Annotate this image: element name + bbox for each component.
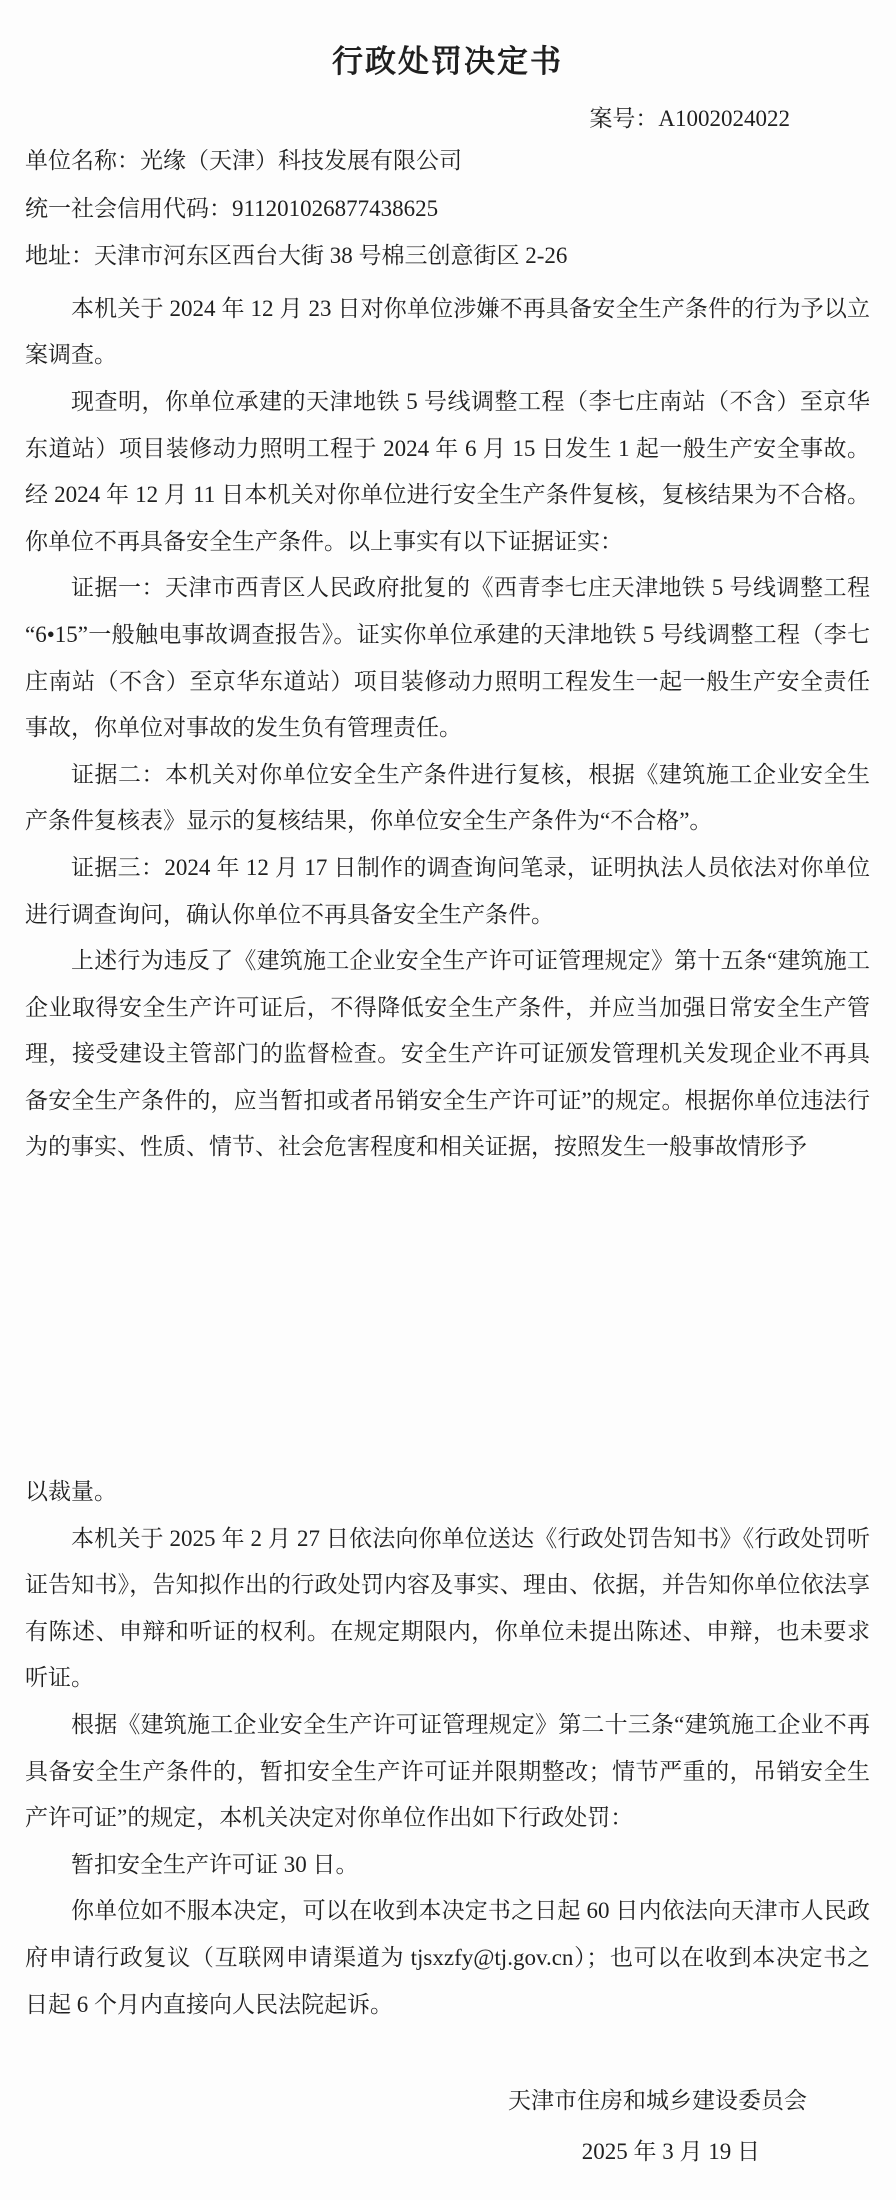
address-value: 天津市河东区西台大街 38 号棉三创意街区 2-26 (94, 243, 568, 269)
paragraph-legal-basis: 根据《建筑施工企业安全生产许可证管理规定》第二十三条“建筑施工企业不再具备安全生产条件的，暂扣安全生产许可证并限期整改；情节严重的，吊销安全生产许可证”的规定，本机关决定对你单位作出如下行政处罚： (25, 1712, 870, 1831)
company-name-line (25, 137, 870, 185)
paragraph-violation: 上述行为违反了《建筑施工企业安全生产许可证管理规定》第十五条“建筑施工企业取得安全生产许可证后，不得降低安全生产条件，并应当加强日常安全生产管理，接受建设主管部门的监督检查。安全生产许可证颁发管理机关发现企业不再具备安全生产条件的，应当暂扣或者吊销安全生产许可证”的规定。根据你单位违法行为的事实、性质、情节、社会危害程度和相关证据，按照发生一般事故情形予 (25, 948, 870, 1160)
signature-block (25, 2077, 870, 2175)
company-name-value: 光缘（天津）科技发展有限公司 (140, 148, 462, 173)
address-label: 地址： (25, 243, 94, 269)
credit-code-line (25, 185, 870, 233)
paragraph-appeal-rights: 你单位如不服本决定，可以在收到本决定书之日起 60 日内依法向天津市人民政府申请行政复议（互联网申请渠道为 tjsxzfy@tj.gov.cn）；也可以在收到本决定书之日起 6 个月内直接向人民法院起诉。 (25, 1898, 870, 2017)
credit-code-value: 911201026877438625 (232, 195, 439, 221)
paragraph-evidence-3: 证据三：2024 年 12 月 17 日制作的调查询问笔录，证明执法人员依法对你单位进行调查询问，确认你单位不再具备安全生产条件。 (25, 854, 870, 927)
paragraph-notification: 本机关于 2025 年 2 月 27 日依法向你单位送达《行政处罚告知书》《行政处罚听证告知书》，告知拟作出的行政处罚内容及事实、理由、依据，并告知你单位依法享有陈述、申辩和听证的权利。在规定期限内，你单位未提出陈述、申辩，也未要求听证。 (25, 1525, 870, 1691)
issuing-authority: 天津市住房和城乡建设委员会 (508, 2088, 807, 2114)
case-number-line (25, 105, 870, 133)
document-title: 行政处罚决定书 (332, 44, 563, 79)
paragraph-findings: 现查明，你单位承建的天津地铁 5 号线调整工程（李七庄南站（不含）至京华东道站）项目装修动力照明工程于 2024 年 6 月 15 日发生 1 起一般生产安全事故。经 2024 年 12 月 11 日本机关对你单位进行安全生产条件复核，复核结果为不合格。你单位不再具备安全生产条件。以上事实有以下证据证实： (25, 388, 870, 554)
document-body (25, 286, 870, 2028)
paragraph-evidence-2: 证据二：本机关对你单位安全生产条件进行复核，根据《建筑施工企业安全生产条件复核表》显示的复核结果，你单位安全生产条件为“不合格”。 (25, 761, 870, 834)
case-number-label: 案号： (589, 106, 659, 131)
case-number-value: A1002024022 (658, 106, 790, 131)
paragraph-case-filing: 本机关于 2024 年 12 月 23 日对你单位涉嫌不再具备安全生产条件的行为予以立案调查。 (25, 295, 870, 368)
paragraph-penalty-decision: 暂扣安全生产许可证 30 日。 (71, 1851, 359, 1877)
credit-code-label: 统一社会信用代码： (25, 195, 232, 221)
address-line (25, 232, 870, 280)
page-break-gap (25, 1171, 870, 1469)
company-info-block (25, 137, 870, 280)
paragraph-violation-continued: 以裁量。 (25, 1479, 117, 1505)
decision-date: 2025 年 3 月 19 日 (581, 2138, 760, 2164)
company-name-label: 单位名称： (25, 148, 140, 173)
paragraph-evidence-1: 证据一：天津市西青区人民政府批复的《西青李七庄天津地铁 5 号线调整工程“6•15”一般触电事故调查报告》。证实你单位承建的天津地铁 5 号线调整工程（李七庄南站（不含）至京华东道站）项目装修动力照明工程发生一起一般生产安全责任事故，你单位对事故的发生负有管理责任。 (25, 575, 870, 741)
